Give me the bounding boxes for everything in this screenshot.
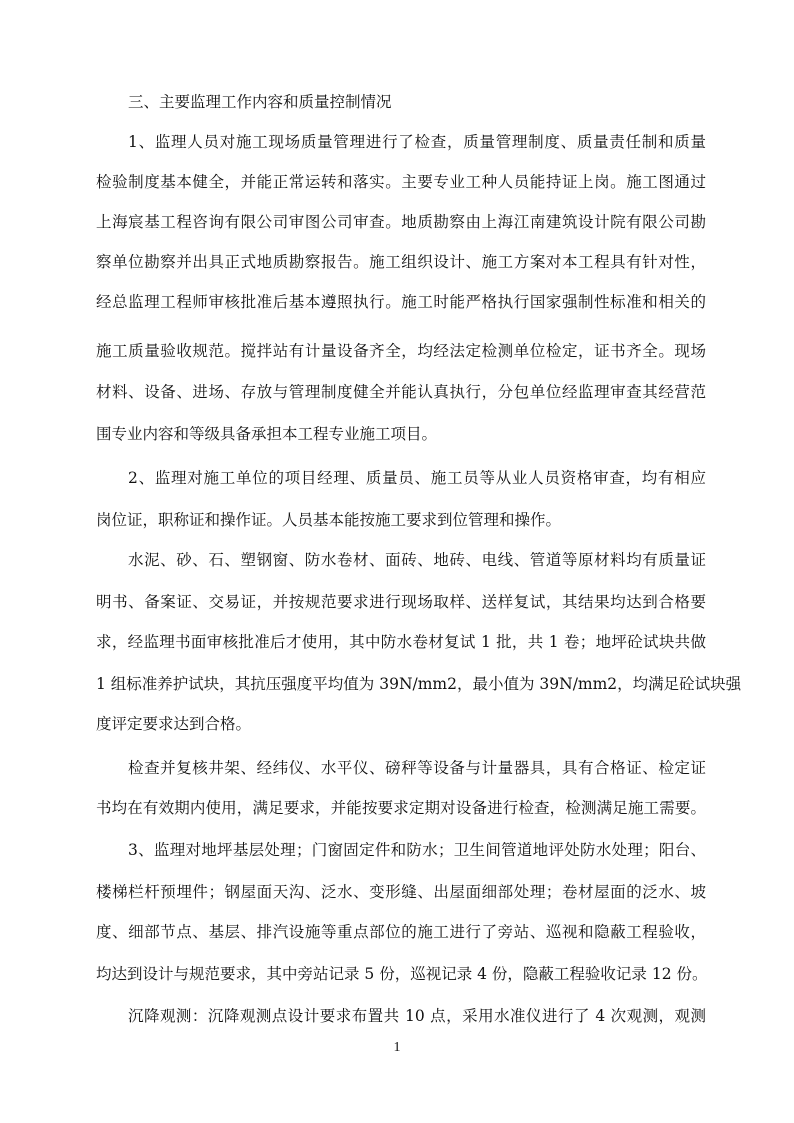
paragraph-line: 度、细部节点、基层、排汽设施等重点部位的施工进行了旁站、巡视和隐蔽工程验收， (96, 923, 706, 941)
paragraph-line: 度评定要求达到合格。 (96, 715, 252, 733)
paragraph-line: 楼梯栏杆预埋件；钢屋面天沟、泛水、变形缝、出屋面细部处理；卷材屋面的泛水、坡 (96, 883, 706, 901)
paragraph-line: 上海宸基工程咨询有限公司审图公司审查。地质勘察由上海江南建筑设计院有限公司勘 (96, 213, 706, 231)
paragraph-line: 3、监理对地坪基层处理；门窗固定件和防水；卫生间管道地评处防水处理；阳台、 (128, 841, 706, 859)
page-number: 1 (393, 1040, 401, 1055)
paragraph-line: 明书、备案证、交易证，并按规范要求进行现场取样、送样复试，其结果均达到合格要 (96, 593, 706, 611)
paragraph-line: 经总监理工程师审核批准后基本遵照执行。施工时能严格执行国家强制性标准和相关的 (96, 293, 706, 311)
paragraph-line: 求，经监理书面审核批准后才使用，其中防水卷材复试 1 批，共 1 卷；地坪砼试块共做 (96, 633, 706, 651)
paragraph-line: 检验制度基本健全，并能正常运转和落实。主要专业工种人员能持证上岗。施工图通过 (96, 173, 706, 191)
paragraph-line: 1、监理人员对施工现场质量管理进行了检查，质量管理制度、质量责任制和质量 (128, 133, 706, 151)
paragraph-line: 岗位证，职称证和操作证。人员基本能按施工要求到位管理和操作。 (96, 511, 562, 529)
paragraph-line: 水泥、砂、石、塑钢窗、防水卷材、面砖、地砖、电线、管道等原材料均有质量证 (128, 551, 706, 569)
paragraph-line: 材料、设备、进场、存放与管理制度健全并能认真执行，分包单位经监理审查其经营范 (96, 383, 706, 401)
paragraph-line: 检查并复核井架、经纬仪、水平仪、磅秤等设备与计量器具，具有合格证、检定证 (128, 759, 706, 777)
paragraph-line: 施工质量验收规范。搅拌站有计量设备齐全，均经法定检测单位检定，证书齐全。现场 (96, 342, 706, 360)
paragraph-line: 书均在有效期内使用，满足要求，并能按要求定期对设备进行检查，检测满足施工需要。 (96, 799, 706, 817)
paragraph-line: 察单位勘察并出具正式地质勘察报告。施工组织设计、施工方案对本工程具有针对性， (96, 253, 706, 271)
paragraph-line: 1 组标准养护试块，其抗压强度平均值为 39N/mm2，最小值为 39N/mm2，均满足砼试块强 (96, 675, 742, 693)
paragraph-line: 2、监理对施工单位的项目经理、质量员、施工员等从业人员资格审查，均有相应 (128, 469, 706, 487)
section-heading: 三、主要监理工作内容和质量控制情况 (128, 93, 392, 111)
paragraph-line: 围专业内容和等级具备承担本工程专业施工项目。 (96, 425, 438, 443)
paragraph-line: 均达到设计与规范要求，其中旁站记录 5 份，巡视记录 4 份，隐蔽工程验收记录 12 份。 (96, 965, 708, 983)
paragraph-line: 沉降观测：沉降观测点设计要求布置共 10 点，采用水准仪进行了 4 次观测，观测 (128, 1007, 706, 1025)
